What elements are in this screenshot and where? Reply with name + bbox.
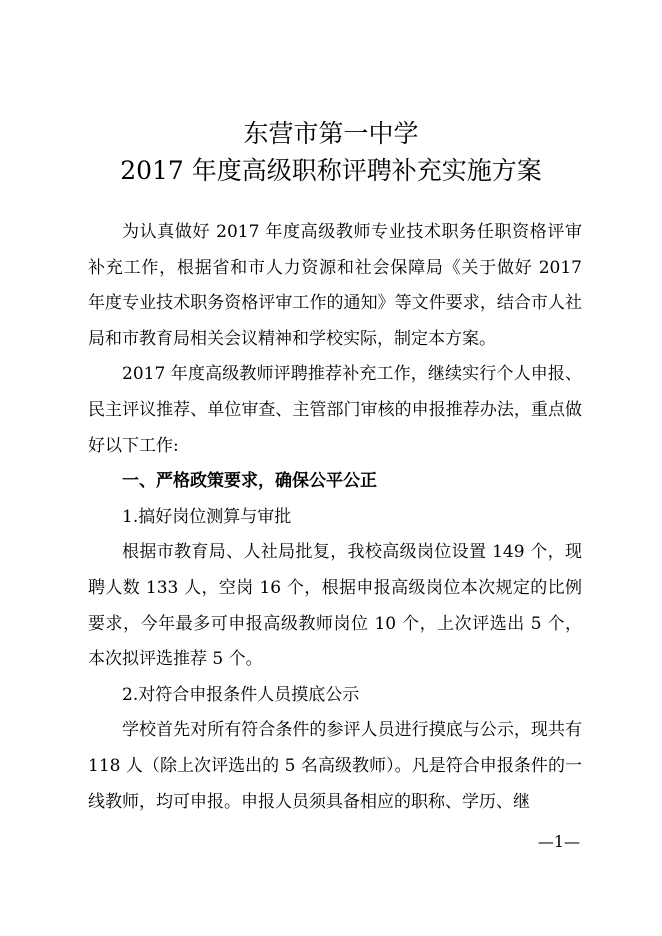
page-number: —1— [537, 832, 580, 851]
body-paragraph: 根据市教育局、人社局批复，我校高级岗位设置 149 个，现聘人数 133 人，空岗 16 个，根据申报高级岗位本次规定的比例要求，今年最多可申报高级教师岗位 10 个，上次评选出 5 个，本次拟评选推荐 5 个。 [88, 542, 582, 670]
body-paragraph: 2017 年度高级教师评聘推荐补充工作，继续实行个人申报、民主评议推荐、单位审查、主管部门审核的申报推荐办法，重点做好以下工作: [88, 364, 582, 456]
subsection-heading: 2.对符合申报条件人员摸底公示 [122, 684, 360, 705]
section-heading: 一、严格政策要求，确保公平公正 [122, 471, 377, 492]
subsection-heading: 1.搞好岗位测算与审批 [122, 506, 292, 527]
document-title-line1: 东营市第一中学 [243, 119, 419, 148]
body-paragraph: 为认真做好 2017 年度高级教师专业技术职务任职资格评审补充工作，根据省和市人力资源和社会保障局《关于做好 2017 年度专业技术职务资格评审工作的通知》等文件要求，结合市人社局和市教育局相关会议精神和学校实际，制定本方案。 [88, 222, 582, 349]
document-title-line2: 2017 年度高级职称评聘补充实施方案 [120, 156, 542, 185]
body-paragraph: 学校首先对所有符合条件的参评人员进行摸底与公示，现共有 118 人（除上次评选出的 5 名高级教师）。凡是符合申报条件的一线教师，均可申报。申报人员须具备相应的职称、学历、继 [88, 720, 582, 812]
document-body [88, 215, 582, 820]
